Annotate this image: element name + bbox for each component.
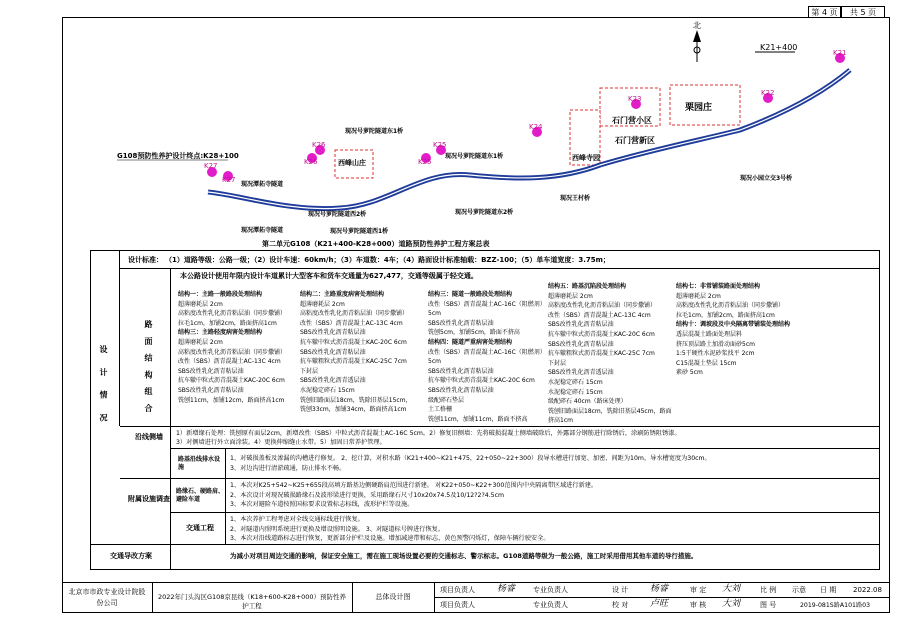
svg-text:现况潭拓寺隧道: 现况潭拓寺隧道 <box>241 227 284 234</box>
area-label: 栗园庄 <box>685 103 713 113</box>
page-total: 共 5 页 <box>841 6 885 18</box>
traffic-text: 为减小对项目周边交通的影响，保证安全施工，需在施工现场设置必要的交通标志、警示标志。G108道路等级为一般公路，施工时采用借用其他车道的导行措施。 <box>230 552 698 560</box>
route-line <box>208 70 850 209</box>
design-situation-label: 设 计 情 况 <box>99 345 108 428</box>
route-map <box>0 0 900 250</box>
aux-text-2: 1、本次养护工程考虑对全线交通标线进行恢复。 2、对隧道内照明系统进行更换及增设照明设施。 3、对隧道标号牌进行恢复。 3、本次对沿线道路标志进行恢复，更新部分护栏及设施。增加减速带和标志，黄色预警闪烁灯，保障车辆行驶安全。 <box>230 516 550 542</box>
svg-text:现况号萝陀隧道东2桥: 现况号萝陀隧道东2桥 <box>455 209 514 216</box>
aux-label: 附属设施调查 <box>128 495 170 503</box>
drain-label: 路基沿线排水设施 <box>178 456 221 471</box>
svg-text:现况潭拓寺隧道: 现况潭拓寺隧道 <box>241 181 284 188</box>
pavement-intro: 本公路设计使用年限内设计车道累计大型客车和货车交通量为627,477，交通等级属于轻交通。 <box>180 272 478 280</box>
svg-text:K26: K26 <box>304 158 318 166</box>
svg-text:K23: K23 <box>628 95 642 103</box>
signature: 杨睿 <box>497 584 516 594</box>
structure-col-2: 结构二：主路重度病害处理结构 超薄磨耗层 2cm 高粘度改性乳化沥青粘层油（同步撒铺） 改性（SBS）沥青混凝土AC-13C 4cm SBS改性乳化沥青粘层油 抗车辙中粒式沥青混凝土KAC-20C 6cm SBS改性乳化沥青粘层油 抗车辙粗粒式沥青混凝土KAC-25C 7cm 下封层 SBS改性乳化沥青透层油 水泥稳定碎石 15cm 铣刨旧路面层18cm，铣除旧基层15cm， 铣刨33cm，加铺34cm，路面挤高1cm <box>300 291 412 414</box>
svg-text:K25: K25 <box>418 158 432 166</box>
svg-text:K26: K26 <box>312 141 326 149</box>
svg-text:K22: K22 <box>761 89 775 97</box>
svg-text:现况号萝陀隧道西2桥: 现况号萝陀隧道西2桥 <box>308 211 367 218</box>
route-centerline <box>208 70 850 209</box>
svg-text:现况王村桥: 现况王村桥 <box>560 195 591 202</box>
traffic-eng-label: 交通工程 <box>186 524 214 532</box>
structure-col-1: 结构一：主路一般路段处理结构 超薄磨耗层 2cm 高粘度改性乳化沥青粘层油（同步撒铺） 拉毛1cm，加铺2cm，路面挤高1cm 结构三：主路轻度病害处理结构 超薄磨耗层 2cm 高粘度改性乳化沥青粘层油（同步撒铺） 改性（SBS）沥青混凝土AC-13C 4cm SBS改性乳化沥青粘层油 抗车辙中粒式沥青混凝土KAC-20C 6cm SBS改性乳化沥青粘层油 铣刨11cm，加铺12cm，路面挤高1cm <box>178 291 287 404</box>
std-text: （1）道路等级：公路一级；（2）设计车速：60km/h；（3）车道数：4车；（4）路面设计标准轴载：BZZ-100；（5）单车道宽度：3.75m； <box>165 256 610 264</box>
std-label: 设计标准： <box>128 256 163 264</box>
north-label: 北 <box>693 21 701 30</box>
svg-text:K27: K27 <box>222 176 236 184</box>
svg-text:现况号萝陀隧道西1桥: 现况号萝陀隧道西1桥 <box>330 228 389 235</box>
table-title: 第二单元G108（K21+400-K28+000）道路预防性养护工程方案总表 <box>262 240 490 248</box>
north-arrow-icon <box>693 30 701 62</box>
drain-text: 1、对破损盖板及渗漏的沟槽进行修复。 2、挖计算，对积水路（K21+400~K21+475，22+050~22+300）段导水槽进行加宽、加密，间距为10m，导水槽宽度为30cm。 3、对边沟进行清淤疏通，防止排水不畅。 <box>230 455 711 472</box>
project-name: 2022年门头沟区G108京昆线（K18+600-K28+000）预防性养护工程 <box>157 593 347 610</box>
curb-label: 沿线侧墙 <box>135 433 163 441</box>
structure-col-5: 结构七：非常铺装路面处理结构 超薄磨耗层 2cm 高粘度改性乳化沥青粘层油（同步撒铺） 拉毛1cm，加铺2cm，路面挤高1cm 结构十：调坡段及中央隔离带铺装处理结构 透层混凝土路面处理层料 挤压顶层路土加滑动面砂5cm 1:5干硬性水泥砂浆找平 2cm C15混凝土垫层 15cm 素砂 5cm <box>676 283 791 377</box>
structure-col-4: 结构五：路基沉陷段处理结构 超薄磨耗层 2cm 高粘度改性乳化沥青粘层油（同步撒铺） 改性（SBS）沥青混凝土AC-13C 4cm SBS改性乳化沥青粘层油 抗车辙中粒式沥青混凝土KAC-20C 6cm SBS改性乳化沥青粘层油 抗车辙粗粒式沥青混凝土KAC-25C 7cm 下封层 SBS改性乳化沥青透层油 水泥稳定碎石 15cm 水泥稳定碎石 15cm 级配碎石 40cm（路床处理） 铣刨旧路面层18cm，铣除旧基层45cm，路面挤高1cm <box>548 283 672 425</box>
traffic-label: 交通导改方案 <box>110 552 152 560</box>
area-label: 石门营新区 <box>615 136 655 145</box>
svg-text:K27: K27 <box>204 162 218 170</box>
svg-text:现况号萝陀隧道东1桥: 现况号萝陀隧道东1桥 <box>445 153 504 160</box>
aux-text-1: 1、本次对K25+542~K25+655段高填方路基边侧硬路肩范围进行新建。 对K22+050~K22+300范围内中央隔离带区域进行新建。 2、本次设计对现况破损路缘石及波形梁进行更换，采用路缘石尺寸10x20x74.5及10/12?2?4.5cm 3、本次对避险车道按照国标要求设置标志标线，波形护栏等设施。 <box>230 482 598 508</box>
area-label: 石门营小区 <box>612 116 652 125</box>
svg-text:K21: K21 <box>833 49 847 57</box>
drawing-number: 2019-081S路A101路03 <box>800 602 871 609</box>
curb-text: 1）新增缘石处理：铣刨原有面层2cm，新增改性（SBS）中粒式沥青混凝土AC-16C 5cm。2）修复旧侧墙：先将破损混凝土侧墙破除后，外露部分钢筋进行除锈后，涂刷防锈阻锈漆。 3）对侧墙进行外立面涂装。4）更换伸缩缝止水带。5）加固日常养护管理。 <box>176 430 681 446</box>
area-label: 西峰寺园 <box>572 154 600 162</box>
endpoint-label: G108预防性养护设计终点:K28+100 <box>117 152 239 160</box>
svg-text:K24: K24 <box>529 123 543 131</box>
svg-text:K25: K25 <box>433 141 447 149</box>
svg-text:现况号萝陀隧道东1桥: 现况号萝陀隧道东1桥 <box>345 128 404 135</box>
svg-text:现况小园立交3号桥: 现况小园立交3号桥 <box>740 175 793 182</box>
aux-sub-label: 路缘石、硬路肩、避险车道 <box>176 488 225 503</box>
area-label: 西峰山庄 <box>338 159 366 167</box>
page-number: 第 4 页 <box>808 6 841 18</box>
pavement-label: 路 面 结 构 组 合 <box>144 320 153 415</box>
start-station-label: K21+400 <box>760 43 798 52</box>
drawing-name: 总体设计图 <box>375 593 411 601</box>
company-name: 北京市市政专业设计院股份公司 <box>68 588 146 607</box>
structure-col-3: 结构三：隧道一般路段处理结构 改性（SBS）沥青混凝土AC-16C（阻燃剂）5cm SBS改性乳化沥青粘层油 铣刨5cm，加铺5cm，路面不挤高 结构四：隧道严重病害处理结构 改性（SBS）沥青混凝土AC-16C（阻燃剂）5cm SBS改性乳化沥青粘层油 抗车辙中粒式沥青混凝土KAC-20C 6cm SBS改性乳化沥青粘层油 级配碎石垫层 土工格栅 铣刨11cm，加铺11cm，路面不挤高 <box>428 291 546 423</box>
